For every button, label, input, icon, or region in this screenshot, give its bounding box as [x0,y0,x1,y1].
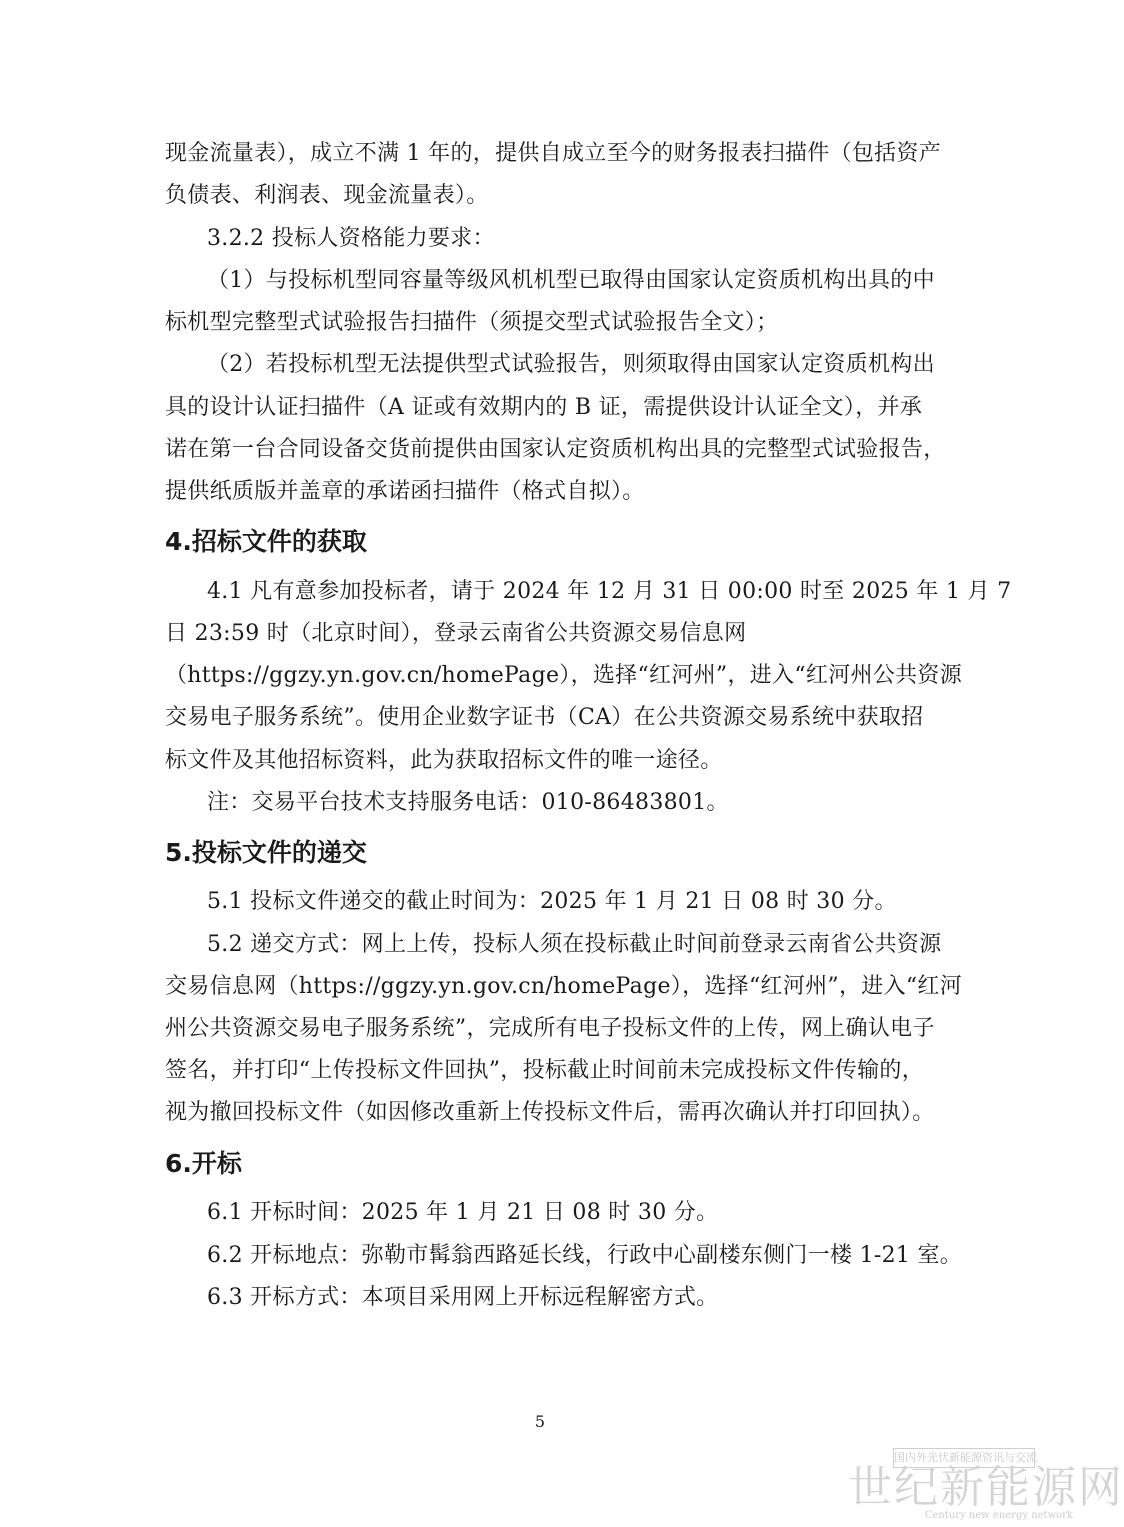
paragraph-line: 交易电子服务系统”。使用企业数字证书（CA）在公共资源交易系统中获取招 [165,705,924,730]
watermark-logo: 世纪新能源网 [848,1462,1124,1513]
watermark-subtitle: Century new energy network [924,1510,1073,1521]
paragraph-line: 负债表、利润表、现金流量表）。 [165,183,489,208]
paragraph-line: 6.3 开标方式：本项目采用网上开标远程解密方式。 [207,1285,719,1310]
paragraph-line: （https://ggzy.yn.gov.cn/homePage），选择“红河州”，进入“红河州公共资源 [165,663,963,688]
paragraph-line: 州公共资源交易电子服务系统”，完成所有电子投标文件的上传，网上确认电子 [165,1016,935,1041]
paragraph-line: 提供纸质版并盖章的承诺函扫描件（格式自拟）。 [165,479,645,504]
section-heading-5: 5.投标文件的递交 [165,838,367,867]
paragraph-line: 5.1 投标文件递交的截止时间为：2025 年 1 月 21 日 08 时 30 分。 [207,889,897,914]
paragraph-line: 6.2 开标地点：弥勒市髯翁西路延长线，行政中心副楼东侧门一楼 1-21 室。 [207,1243,963,1268]
section-heading-4: 4.招标文件的获取 [165,527,367,556]
paragraph-line: 现金流量表），成立不满 1 年的，提供自成立至今的财务报表扫描件（包括资产 [165,141,942,166]
paragraph-line: 6.1 开标时间：2025 年 1 月 21 日 08 时 30 分。 [207,1200,719,1225]
paragraph-line: 视为撤回投标文件（如因修改重新上传投标文件后，需再次确认并打印回执）。 [165,1100,935,1125]
paragraph-line: （2）若投标机型无法提供型式试验报告，则须取得由国家认定资质机构出 [207,352,935,377]
paragraph-line: 日 23:59 时（北京时间），登录云南省公共资源交易信息网 [165,621,747,646]
paragraph-line: 诺在第一台合同设备交货前提供由国家认定资质机构出具的完整型式试验报告， [165,437,946,462]
section-subheading: 3.2.2 投标人资格能力要求： [207,226,495,251]
paragraph-line: 交易信息网（https://ggzy.yn.gov.cn/homePage），选择“红河州”，进入“红河 [165,974,963,999]
paragraph-line: 4.1 凡有意参加投标者，请于 2024 年 12 月 31 日 00:00 时至 2025 年 1 月 7 [207,579,1012,604]
paragraph-line: 5.2 递交方式：网上上传，投标人须在投标截止时间前登录云南省公共资源 [207,932,942,957]
watermark-tagline: 国内外光伏新能源资讯与交流 [893,1448,1035,1468]
paragraph-line: 具的设计认证扫描件（A 证或有效期内的 B 证，需提供设计认证全文），并承 [165,395,923,420]
paragraph-line: 签名，并打印“上传投标文件回执”，投标截止时间前未完成投标文件传输的， [165,1058,924,1083]
paragraph-line: 标文件及其他招标资料，此为获取招标文件的唯一途径。 [165,748,723,773]
section-heading-6: 6.开标 [165,1149,242,1178]
paragraph-line: （1）与投标机型同容量等级风机机型已取得由国家认定资质机构出具的中 [207,268,935,293]
note-line: 注：交易平台技术支持服务电话：010-86483801。 [207,790,729,815]
page-number: 5 [534,1412,546,1431]
paragraph-line: 标机型完整型式试验报告扫描件（须提交型式试验报告全文）； [165,310,779,335]
